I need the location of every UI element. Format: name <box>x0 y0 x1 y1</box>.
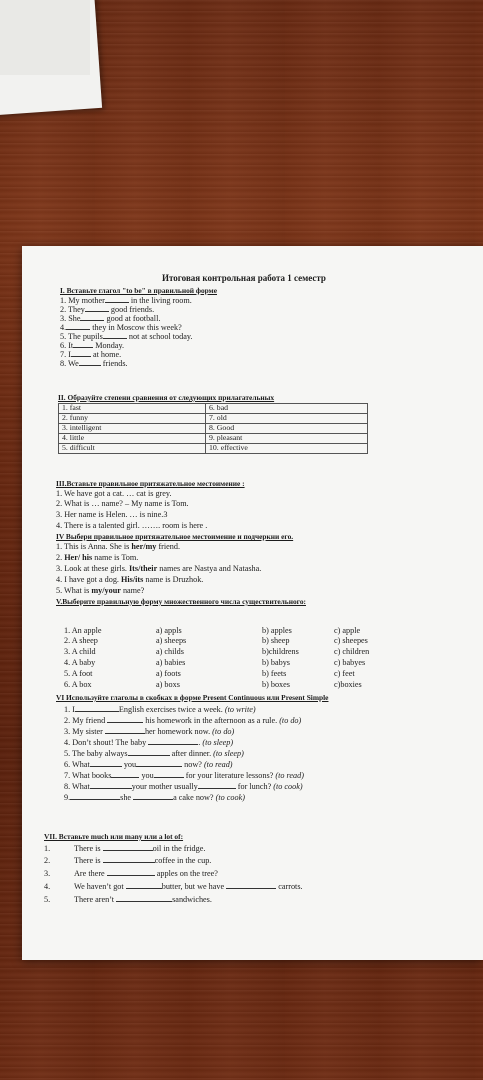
s6-item: 5. The baby always after dinner. (to sleep) <box>64 749 244 758</box>
s3-item: 1. We have got a cat. … cat is grey. <box>56 489 172 498</box>
s1-item: 3. She good at football. <box>60 314 161 323</box>
s1-item: 4. they in Moscow this week? <box>60 323 182 332</box>
s1-item: 5. The pupils not at school today. <box>60 332 193 341</box>
table-cell: 4. little <box>59 434 206 444</box>
s5-option-a: a) sheeps <box>156 636 187 645</box>
s3-item: 4. There is a talented girl. ……. room is here . <box>56 521 208 530</box>
table-cell: 5. difficult <box>59 444 206 454</box>
s6-item: 6. What you now? (to read) <box>64 760 233 769</box>
s5-option-c: c) babyes <box>334 658 366 667</box>
s3-item: 3. Her name is Helen. … is nine.3 <box>56 510 168 519</box>
s4-item: 2. Her/ his name is Tom. <box>56 553 139 562</box>
s6-item: 3. My sister her homework now. (to do) <box>64 727 235 736</box>
s7-item: 4. We haven’t got butter, but we have carrots. <box>44 882 303 891</box>
table-cell: 1. fast <box>59 404 206 414</box>
s5-option-b: b)childrens <box>262 647 299 656</box>
s1-item: 2. They good friends. <box>60 305 155 314</box>
s5-option-c: c) children <box>334 647 370 656</box>
s6-item: 9. she a cake now? (to cook) <box>64 793 245 802</box>
s5-option-b: b) apples <box>262 626 292 635</box>
table-cell: 2. funny <box>59 414 206 424</box>
section-7-heading: VII. Вставьте much или many или a lot of: <box>44 832 184 841</box>
s6-item: 7. What books you for your literature lessons? (to read) <box>64 771 304 780</box>
s5-option-b: b) sheep <box>262 636 290 645</box>
s4-item: 3. Look at these girls. Its/their names are Nastya and Natasha. <box>56 564 262 573</box>
section-4-heading: IV Выбери правильное притяжательное местоимение и подчеркни его. <box>56 532 294 541</box>
s5-option-a: a) foots <box>156 669 181 678</box>
s4-item: 5. What is my/your name? <box>56 586 145 595</box>
s5-option-c: c) apple <box>334 626 361 635</box>
table-cell: 8. Good <box>206 424 368 434</box>
s5-word: 2. A sheep <box>64 636 98 645</box>
s5-option-c: c)boxies <box>334 680 362 689</box>
s7-item: 2. There is coffee in the cup. <box>44 856 212 865</box>
s5-word: 4. A baby <box>64 658 96 667</box>
section-3-heading: III.Вставьте правильное притяжательное местоимение : <box>56 479 245 488</box>
s4-item: 4. I have got a dog. His/its name is Druzhok. <box>56 575 204 584</box>
s6-item: 1. I English exercises twice a week. (to write) <box>64 705 256 714</box>
section-6-heading: VI Используйте глаголы в скобках в форме Present Continuous или Present Simple <box>56 693 329 702</box>
worksheet-page <box>22 246 483 960</box>
s5-option-c: c) feet <box>334 669 355 678</box>
adjectives-table <box>58 403 368 454</box>
table-cell: 3. intelligent <box>59 424 206 434</box>
s5-option-a: a) babies <box>156 658 186 667</box>
s1-item: 8. We friends. <box>60 359 128 368</box>
s5-option-b: b) babys <box>262 658 290 667</box>
s5-word: 1. An apple <box>64 626 102 635</box>
s5-word: 6. A box <box>64 680 92 689</box>
s4-item: 1. This is Anna. She is her/my friend. <box>56 542 181 551</box>
s5-word: 3. A child <box>64 647 96 656</box>
s1-item: 1. My mother in the living room. <box>60 296 192 305</box>
paper-scrap-edge <box>0 0 90 75</box>
s5-option-a: a) appls <box>156 626 182 635</box>
table-cell: 9. pleasant <box>206 434 368 444</box>
s5-option-b: b) feets <box>262 669 287 678</box>
s5-option-b: b) boxes <box>262 680 290 689</box>
s6-item: 4. Don’t shout! The baby . (to sleep) <box>64 738 234 747</box>
page-title: Итоговая контрольная работа 1 семестр <box>162 273 326 283</box>
s3-item: 2. What is … name? – My name is Tom. <box>56 499 189 508</box>
s1-item: 7. I at home. <box>60 350 122 359</box>
s5-word: 5. A foot <box>64 669 93 678</box>
table-cell: 6. bad <box>206 404 368 414</box>
s5-option-c: c) sheepes <box>334 636 368 645</box>
s6-item: 8. What your mother usually for lunch? (to cook) <box>64 782 303 791</box>
s5-option-a: a) boxs <box>156 680 180 689</box>
table-cell: 7. old <box>206 414 368 424</box>
s6-item: 2. My friend his homework in the afternoon as a rule. (to do) <box>64 716 302 725</box>
s7-item: 5. There aren’t sandwiches. <box>44 895 212 904</box>
section-2-heading: II. Образуйте степени сравнения от следующих прилагательных <box>58 393 275 402</box>
s7-item: 1. There is oil in the fridge. <box>44 844 206 853</box>
section-5-heading: V.Выберите правильную форму множественного числа существительного: <box>56 597 306 606</box>
table-cell: 10. effective <box>206 444 368 454</box>
s1-item: 6. It Monday. <box>60 341 125 350</box>
section-1-heading: I. Вставьте глагол "to be" в правильной форме <box>60 286 217 295</box>
s7-item: 3. Are there apples on the tree? <box>44 869 218 878</box>
s5-option-a: a) childs <box>156 647 184 656</box>
